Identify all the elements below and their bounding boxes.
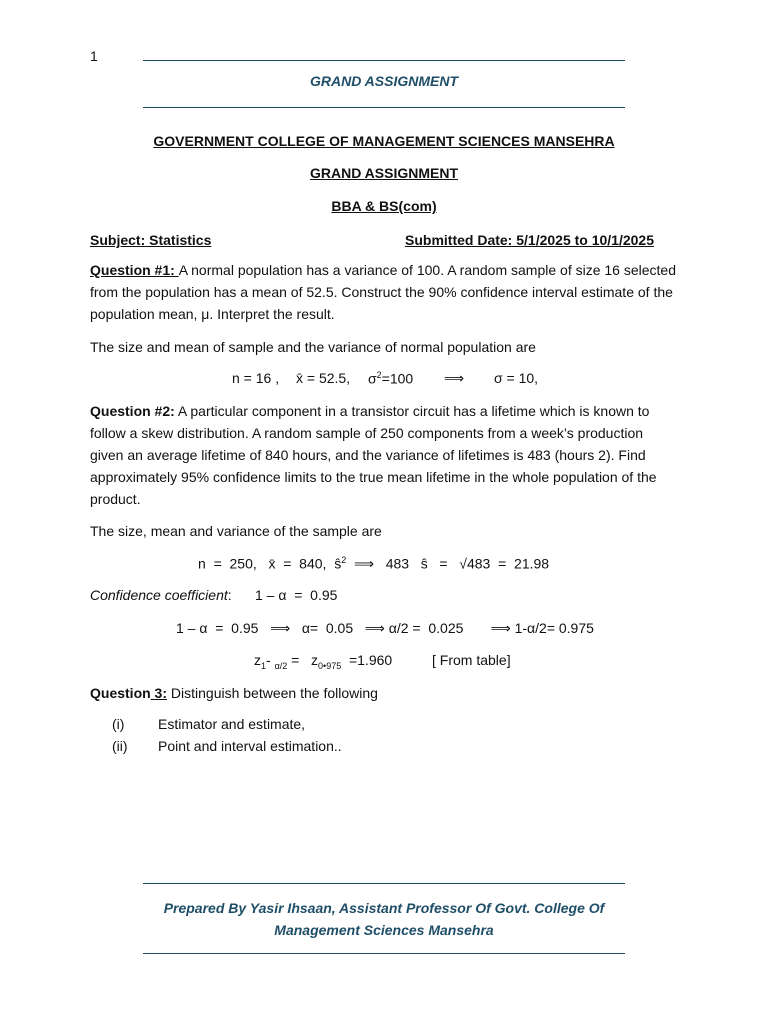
- footer-credit: Prepared By Yasir Ihsaan, Assistant Professor Of Govt. College Of Management Sciences Mansehra: [163, 900, 605, 938]
- q2-equation-2: 1 – α = 0.95 ⟹ α= 0.05 ⟹ α/2 = 0.025 ⟹ 1-α/2= 0.975: [176, 620, 594, 636]
- header-rule-bottom: [143, 107, 625, 108]
- question-1-label: Question #1:: [90, 262, 179, 278]
- q2-z-value: $z_1-$ $_{\alpha/2} = z_{0•975} =1.960$: [254, 652, 393, 671]
- q1-eq-sigma2: $\sigma^2=100$: [368, 370, 414, 387]
- list-item: (ii) Point and interval estimation..: [112, 738, 342, 754]
- q2-confidence-coefficient: Confidence coefficient: 1 – α = 0.95: [90, 587, 338, 603]
- question-2-label: Question #2:: [90, 403, 175, 419]
- page-number: 1: [90, 48, 98, 64]
- question-1: [90, 259, 680, 325]
- q1-eq-implies: ⟹: [444, 370, 465, 386]
- q1-eq-n: n = 16 ,: [232, 370, 280, 386]
- subject-label: Subject: Statistics: [90, 232, 212, 248]
- q1-given-intro: The size and mean of sample and the variance of normal population are: [90, 339, 536, 355]
- q1-eq-xbar: x̄ = 52.5,: [296, 370, 351, 386]
- program-heading: BBA & BS(com): [331, 198, 437, 214]
- question-2-text: A particular component in a transistor circuit has a lifetime which is known to follow a skew distribution. A random sample of 250 components from a week’s production given an average lifetime of 840 hours, and the variance of lifetimes is 483 (hours 2). Find approximately 95% confidence limits to the true mean lifetime in the whole population of the product.: [90, 403, 657, 507]
- submitted-date: Submitted Date: 5/1/2025 to 10/1/2025: [405, 232, 654, 248]
- q1-eq-sigma: σ = 10,: [494, 370, 539, 386]
- q2-equation-1: n = 250, x̄ = 840, $ŝ^2$ ⟹ 483 ŝ = √483 = 21.98: [198, 555, 550, 572]
- list-item: (i) Estimator and estimate,: [112, 716, 306, 732]
- question-3: Question 3: Distinguish between the following: [90, 685, 378, 701]
- q2-given-intro: The size, mean and variance of the sample are: [90, 523, 382, 539]
- q2-z-note: [ From table]: [432, 652, 511, 668]
- footer-rule-bottom: [143, 953, 625, 954]
- header-title: GRAND ASSIGNMENT: [309, 73, 459, 89]
- header-rule-top: [143, 60, 625, 61]
- question-2: [90, 400, 680, 510]
- assignment-heading: GRAND ASSIGNMENT: [309, 165, 459, 181]
- college-heading: GOVERNMENT COLLEGE OF MANAGEMENT SCIENCES MANSEHRA: [153, 133, 615, 149]
- footer-rule-top: [143, 883, 625, 884]
- question-1-text: A normal population has a variance of 100. A random sample of size 16 selected from the population has a mean of 52.5. Construct the 90% confidence interval estimate of the population mean, μ. Interpret the result.: [90, 262, 676, 322]
